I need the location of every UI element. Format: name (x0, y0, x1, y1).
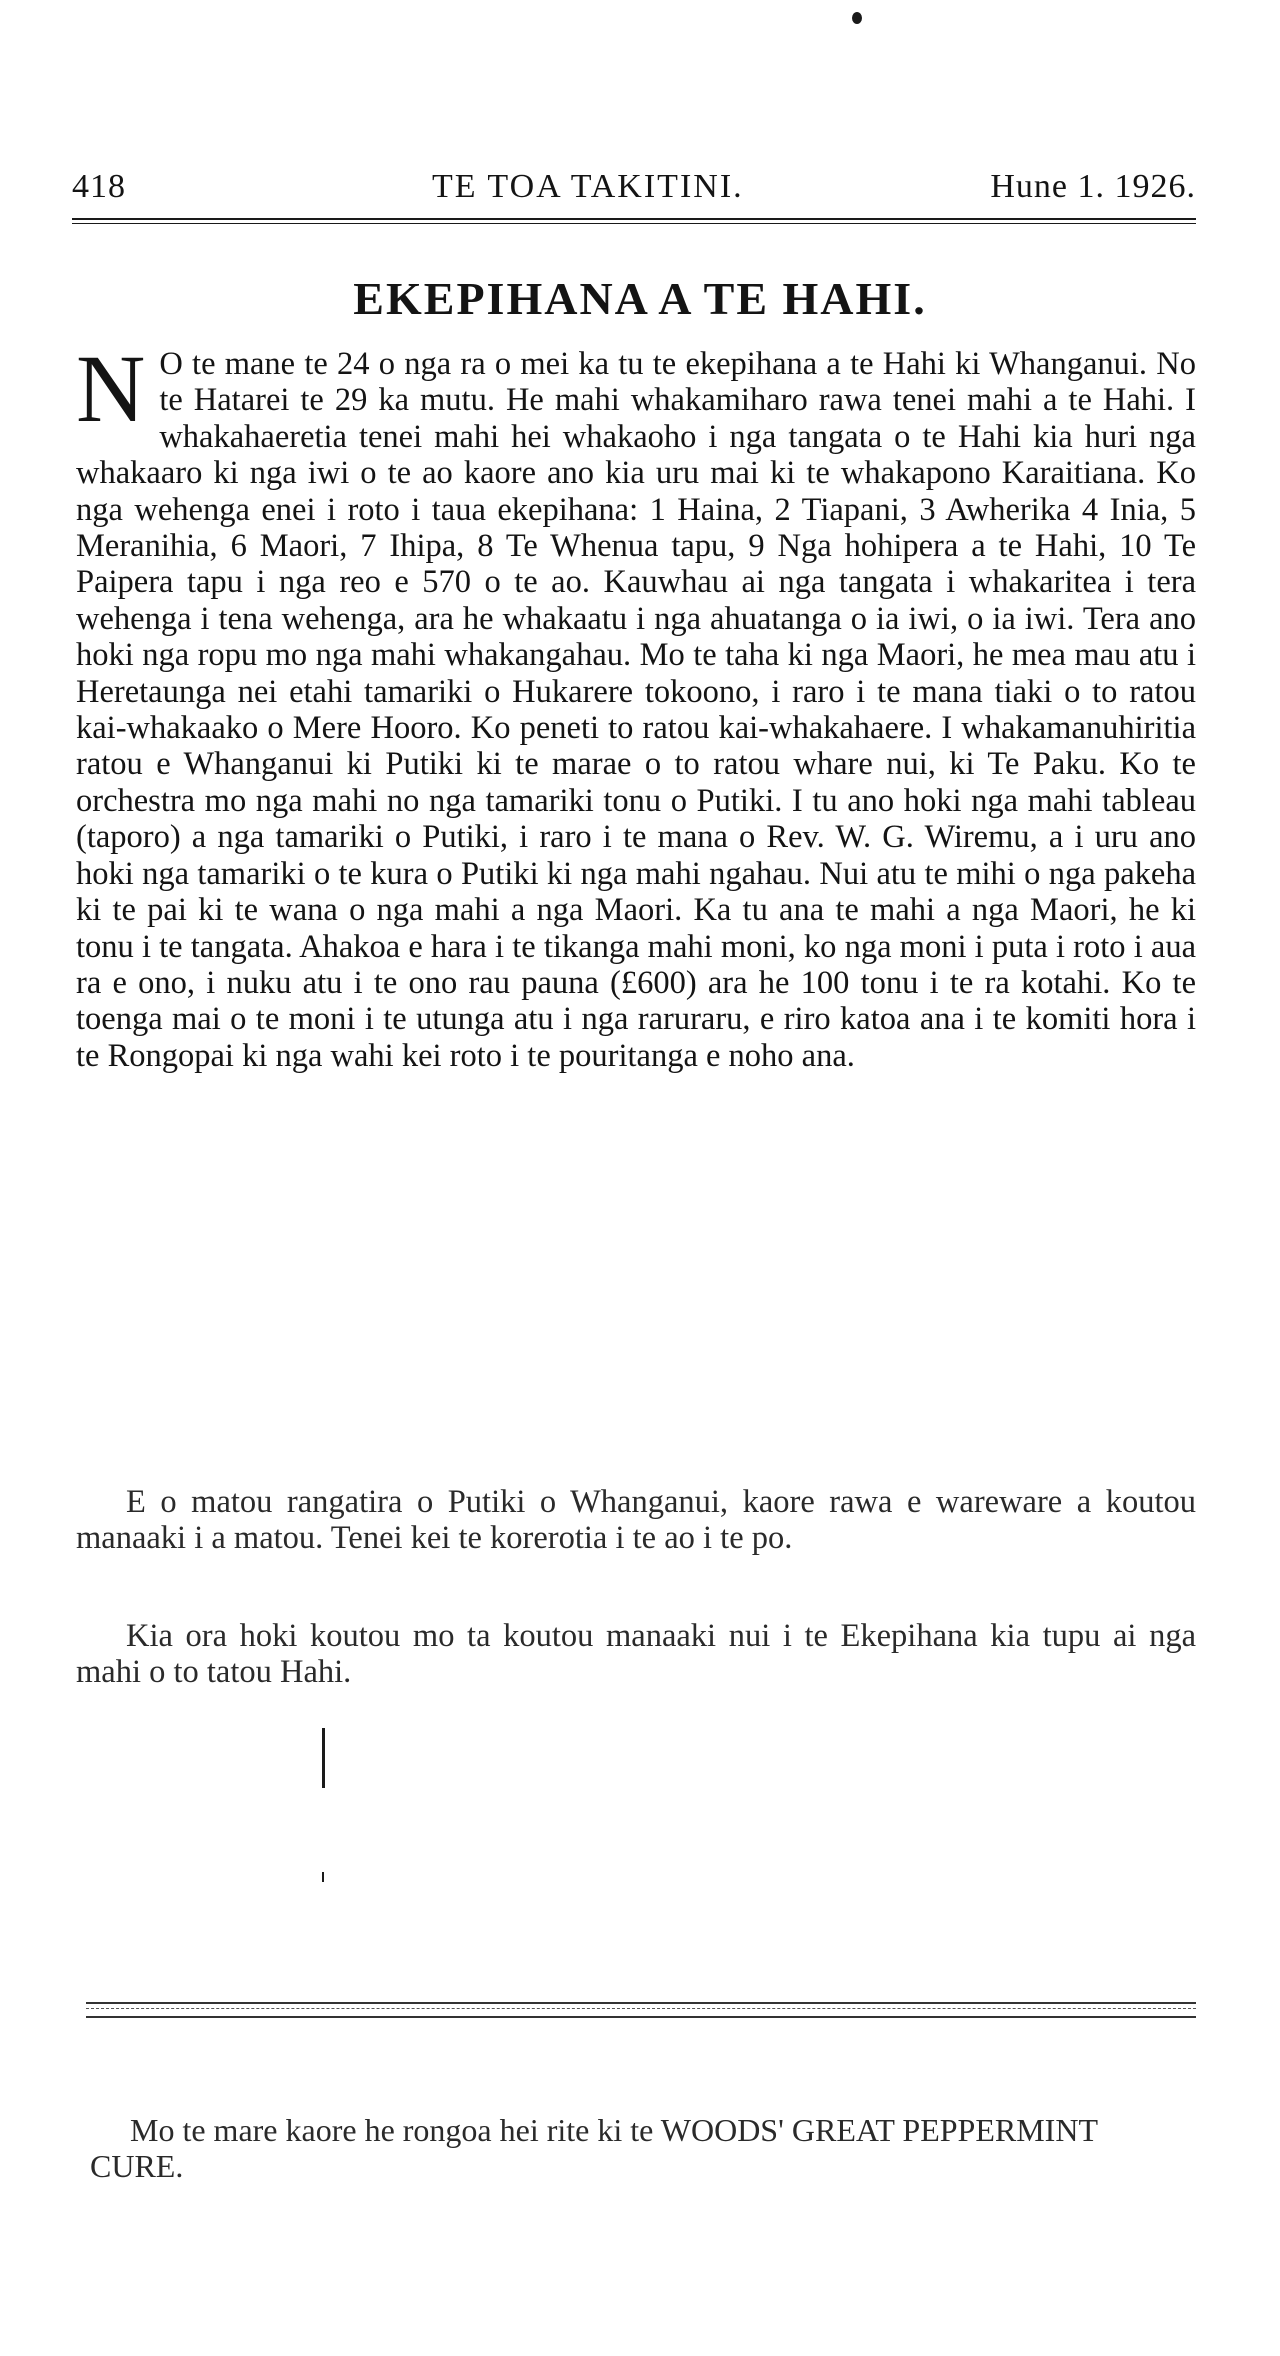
article-paragraph-2 (76, 1484, 1196, 1557)
drop-cap: N (76, 335, 146, 442)
stray-ink-mark (322, 1728, 325, 1788)
issue-date: Hune 1. 1926. (990, 168, 1196, 205)
article-body (76, 335, 1196, 1074)
running-header (72, 168, 1196, 212)
article-paragraph-1: O te mane te 24 o nga ra o mei ka tu te ekepihana a te Hahi ki Whanganui. No te Hatarei te 29 ka mutu. He mahi whakamiharo rawa tenei mahi a te Hahi. I whakahaeretia tenei mahi hei whakaoho i nga tangata o te Hahi kia huri nga whakaaro ki nga iwi o te ao kaore ano kia uru mai ki te whakapono Karaitiana. Ko nga wehenga enei i roto i taua ekepihana: 1 Haina, 2 Tiapani, 3 Awherika 4 Inia, 5 Meranihia, 6 Maori, 7 Ihipa, 8 Te Whenua tapu, 9 Nga hohipera a te Hahi, 10 Te Paipera tapu i nga reo e 570 o te ao. Kauwhau ai nga tangata i whakaritea i tera wehenga i tena wehenga, ara he whakaatu i nga ahuatanga o ia iwi, o ia iwi. Tera ano hoki nga ropu mo nga mahi whakangahau. Mo te taha ki nga Maori, he mea mau atu i Heretaunga nei etahi tamariki o Hukarere tokoono, i raro i te mana tiaki o to ratou kai-whakaako o Mere Hooro. Ko peneti to ratou kai-whakahaere. I whakamanuhiritia ratou e Whanganui ki Putiki ki te marae o to ratou whare nui, ki Te Paku. Ko te orchestra mo nga mahi no nga tamariki tonu o Putiki. I tu ano hoki nga mahi tableau (taporo) a nga tamariki o Putiki, i raro i te mana o Rev. W. G. Wiremu, a i uru ano hoki nga tamariki o te kura o Putiki ki nga mahi ngahau. Nui atu te mihi o nga pakeha ki te pai ki te wana o nga mahi a nga Maori. Ka tu ana te mahi a nga Maori, he ki tonu i te tangata. Ahakoa e hara i te tikanga mahi moni, ko nga moni i puta i roto i aua ra e ono, i nuku atu i te ono rau pauna (£600) ara he 100 tonu i te ra kotahi. Ko te toenga mai o te moni i te utunga atu i nga raruraru, e riro katoa ana i te komiti hora i te Rongopai ki nga wahi kei roto i te pouritanga e noho ana. (76, 346, 1196, 1074)
article-paragraph-3 (76, 1618, 1196, 1691)
paragraph-2-text: E o matou rangatira o Putiki o Whanganui, kaore rawa e wareware a koutou manaaki i a matou. Tenei kei te korerotia i te ao i te po. (76, 1484, 1196, 1557)
advertisement (90, 2112, 1196, 2184)
page-number: 418 (72, 168, 126, 205)
stray-ink-dot (322, 1872, 324, 1882)
advertisement-text: Mo te mare kaore he rongoa hei rite ki te WOODS' GREAT PEPPERMINT CURE. (90, 2112, 1098, 2184)
footer-rule-inner (86, 2008, 1196, 2009)
paragraph-3-text: Kia ora hoki koutou mo ta koutou manaaki nui i te Ekepihana kia tupu ai nga mahi o to tatou Hahi. (76, 1618, 1196, 1691)
ink-dot (852, 12, 862, 24)
journal-title: TE TOA TAKITINI. (432, 168, 744, 205)
header-rule (72, 218, 1196, 224)
footer-rule (86, 2002, 1196, 2018)
article-title: EKEPIHANA A TE HAHI. (353, 273, 927, 324)
